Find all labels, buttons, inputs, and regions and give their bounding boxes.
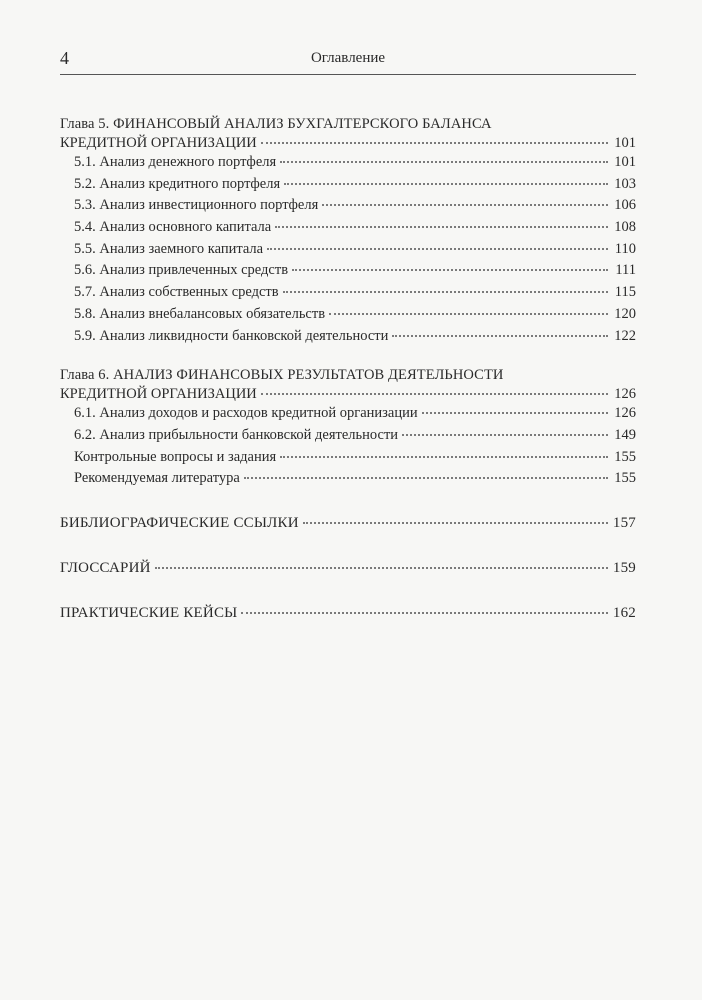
dot-leader <box>280 149 608 163</box>
dot-leader <box>261 130 608 144</box>
section-title: 5.2. Анализ кредитного портфеля <box>74 175 281 192</box>
section-title: 6.2. Анализ прибыльности банковской деятельности <box>74 426 399 443</box>
section-page: 120 <box>614 305 636 322</box>
spacer <box>60 347 636 367</box>
section-title: 5.9. Анализ ликвидности банковской деятельности <box>74 327 389 344</box>
back-matter-title: ГЛОССАРИЙ <box>60 559 151 576</box>
section-page: 126 <box>614 405 636 422</box>
chapter-6-page: 126 <box>614 386 636 403</box>
dot-leader <box>292 257 608 271</box>
chapter-6-title-line1: Глава 6. АНАЛИЗ ФИНАНСОВЫХ РЕЗУЛЬТАТОВ ДЕЯТЕЛЬНОСТИ <box>60 367 504 384</box>
toc-row-glossary <box>60 558 636 580</box>
dot-leader <box>284 171 608 185</box>
dot-leader <box>261 381 608 395</box>
chapter-5-page: 101 <box>614 135 636 151</box>
section-title: 6.1. Анализ доходов и расходов кредитной организации <box>74 405 418 422</box>
section-page: 115 <box>614 284 636 301</box>
section-page: 106 <box>614 197 636 214</box>
section-title: 5.1. Анализ денежного портфеля <box>74 154 277 170</box>
dot-leader <box>280 444 608 458</box>
chapter-5-title-line1: Глава 5. ФИНАНСОВЫЙ АНАЛИЗ БУХГАЛТЕРСКОГО БАЛАНСА <box>60 116 492 132</box>
dot-leader <box>275 214 608 228</box>
dot-leader <box>392 323 608 337</box>
section-page: 101 <box>614 154 636 170</box>
chapter-5-sections <box>60 151 636 347</box>
dot-leader <box>241 600 608 614</box>
back-matter-page: 157 <box>612 514 636 531</box>
section-title: 5.6. Анализ привлеченных средств <box>74 262 289 279</box>
dot-leader <box>283 279 608 293</box>
dot-leader <box>244 465 608 479</box>
back-matter-page: 162 <box>612 604 636 621</box>
section-title: 5.5. Анализ заемного капитала <box>74 240 264 257</box>
toc-row-cases <box>60 603 636 625</box>
chapter-5-title-line2: КРЕДИТНОЙ ОРГАНИЗАЦИИ <box>60 135 257 151</box>
dot-leader <box>422 400 608 414</box>
chapter-5-entry <box>60 116 636 151</box>
chapter-6-entry <box>60 367 636 402</box>
back-matter-title: БИБЛИОГРАФИЧЕСКИЕ ССЫЛКИ <box>60 514 299 531</box>
section-title: Рекомендуемая литература <box>74 470 240 487</box>
section-page: 110 <box>614 240 636 257</box>
section-page: 103 <box>614 175 636 192</box>
section-title: 5.4. Анализ основного капитала <box>74 219 272 236</box>
chapter-6-title-line2: КРЕДИТНОЙ ОРГАНИЗАЦИИ <box>60 386 257 403</box>
section-page: 111 <box>615 262 636 279</box>
chapter-6-sections <box>60 402 636 490</box>
dot-leader <box>322 192 608 206</box>
section-title: Контрольные вопросы и задания <box>74 448 277 465</box>
section-page: 149 <box>614 426 636 443</box>
dot-leader <box>303 510 608 524</box>
page-header <box>60 46 636 75</box>
section-title: 5.7. Анализ собственных средств <box>74 284 279 301</box>
section-page: 122 <box>614 327 636 344</box>
section-title: 5.8. Анализ внебалансовых обязательств <box>74 305 326 322</box>
dot-leader <box>402 422 608 436</box>
running-title: Оглавление <box>310 50 386 66</box>
page-number: 4 <box>60 48 69 68</box>
dot-leader <box>329 301 608 315</box>
toc-row <box>60 326 636 348</box>
dot-leader <box>267 236 608 250</box>
section-page: 108 <box>614 219 636 236</box>
back-matter-title: ПРАКТИЧЕСКИЕ КЕЙСЫ <box>60 604 238 621</box>
back-matter-page: 159 <box>612 559 636 576</box>
table-of-contents <box>60 116 636 625</box>
section-page: 155 <box>614 448 636 465</box>
section-page: 155 <box>614 470 636 487</box>
dot-leader <box>155 555 608 569</box>
section-title: 5.3. Анализ инвестиционного портфеля <box>74 197 319 214</box>
toc-row-bibliography <box>60 513 636 535</box>
toc-row <box>60 468 636 490</box>
